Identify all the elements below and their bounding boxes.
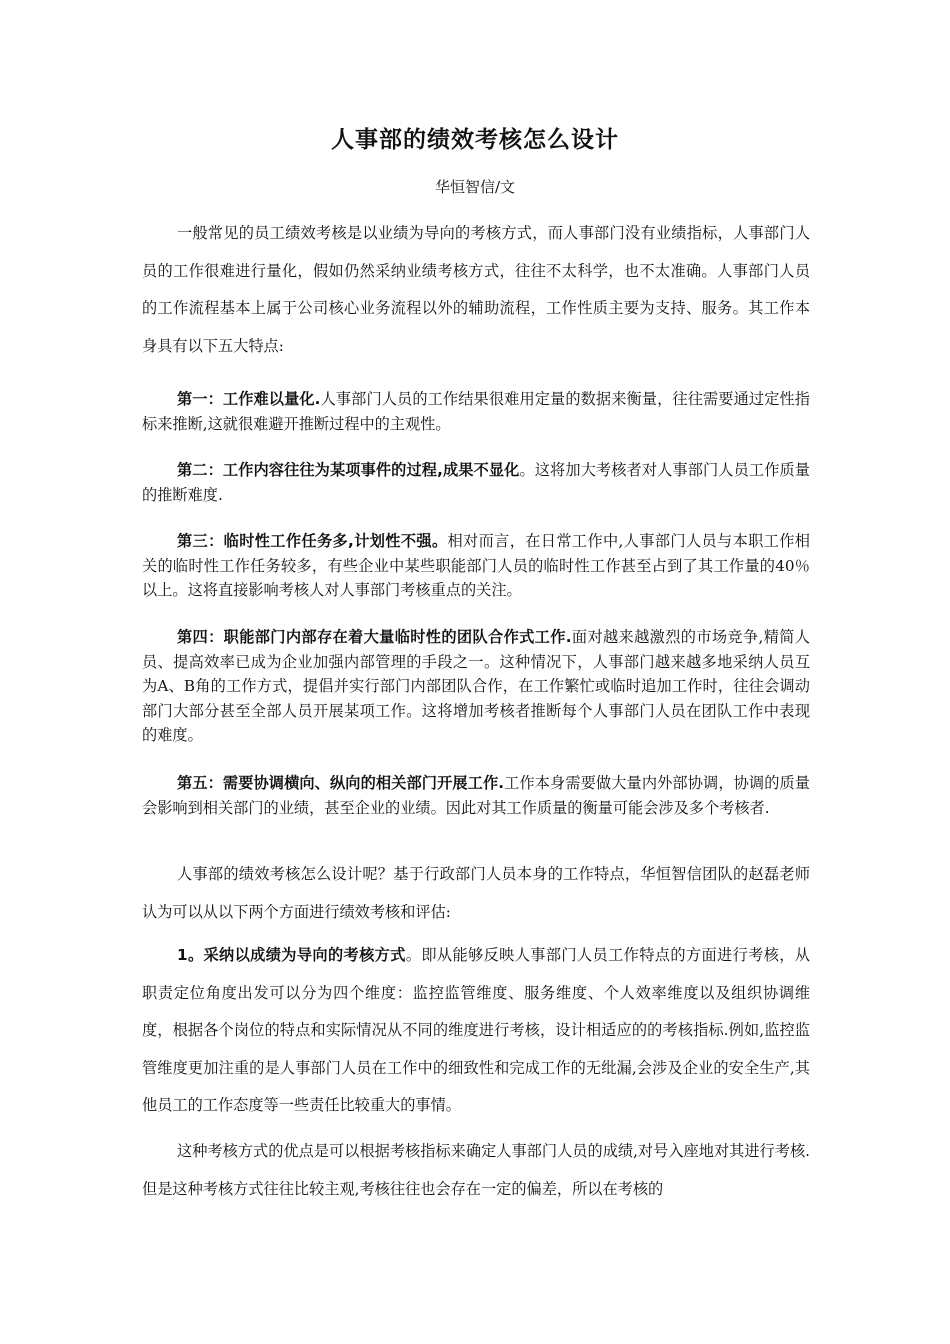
point-paragraph-4 [142,625,810,748]
author-line: 华恒智信/文 [434,178,516,196]
point-5-lead: 第五：需要协调横向、纵向的相关部门开展工作. [177,774,505,792]
point-3-lead: 第三：临时性工作任务多,计划性不强。 [177,532,448,550]
point-5-text: 工作本身需要做大量内外部协调，协调的质量会影响到相关部门的业绩，甚至企业的业绩。因此对其工作质量的衡量可能会涉及多个考核者. [142,774,810,817]
point-paragraph-1 [142,387,810,436]
point-3-text: 相对而言，在日常工作中,人事部门人员与本职工作相关的临时性工作任务较多，有些企业中某些职能部门人员的临时性工作甚至占到了其工作量的40％以上。这将直接影响考核人对人事部门考核重点的关注。 [142,532,810,599]
point-1-text: 人事部门人员的工作结果很难用定量的数据来衡量，往往需要通过定性指标来推断,这就很难避开推断过程中的主观性。 [142,390,810,433]
intro-paragraph: 一般常见的员工绩效考核是以业绩为导向的考核方式，而人事部门没有业绩指标，人事部门人员的工作很难进行量化，假如仍然采纳业绩考核方式，往往不太科学，也不太准确。人事部门人员的工作流程基本上属于公司核心业务流程以外的辅助流程，工作性质主要为支持、服务。其工作本身具有以下五大特点: [142,224,810,355]
point-2-text: 。这将加大考核者对人事部门人员工作质量的推断难度. [142,461,810,504]
method-1-text: 。即从能够反映人事部门人员工作特点的方面进行考核，从职责定位角度出发可以分为四个维度：监控监管维度、服务维度、个人效率维度以及组织协调维度，根据各个岗位的特点和实际情况从不同的维度进行考核，设计相适应的的考核指标.例如,监控监管维度更加注重的是人事部门人员在工作中的细致性和完成工作的无纰漏,会涉及企业的安全生产,其他员工的工作态度等一些责任比较重大的事情。 [142,946,810,1114]
point-paragraph-3 [142,529,810,603]
point-2-lead: 第二：工作内容往往为某项事件的过程,成果不显化 [177,461,520,479]
closing-paragraph: 这种考核方式的优点是可以根据考核指标来确定人事部门人员的成绩,对号入座地对其进行考核.但是这种考核方式往往比较主观,考核往往也会存在一定的偏差，所以在考核的 [142,1142,810,1198]
point-paragraph-5 [142,771,810,820]
method-1-lead: 1。采纳以成绩为导向的考核方式 [177,946,406,964]
method-1-paragraph [142,937,810,1125]
question-paragraph: 人事部的绩效考核怎么设计呢？基于行政部门人员本身的工作特点，华恒智信团队的赵磊老师认为可以从以下两个方面进行绩效考核和评估: [142,865,810,921]
point-4-text: 面对越来越激烈的市场竞争,精简人员、提高效率已成为企业加强内部管理的手段之一。这种情况下，人事部门越来越多地采纳人员互为A、B角的工作方式，提倡并实行部门内部团队合作，在工作繁忙或临时追加工作时，往往会调动部门大部分甚至全部人员开展某项工作。这将增加考核者推断每个人事部门人员在团队工作中表现的难度。 [142,628,810,744]
point-1-lead: 第一：工作难以量化. [177,390,321,408]
point-paragraph-2 [142,458,810,507]
point-4-lead: 第四：职能部门内部存在着大量临时性的团队合作式工作. [177,628,572,646]
document-title: 人事部的绩效考核怎么设计 [331,127,619,153]
